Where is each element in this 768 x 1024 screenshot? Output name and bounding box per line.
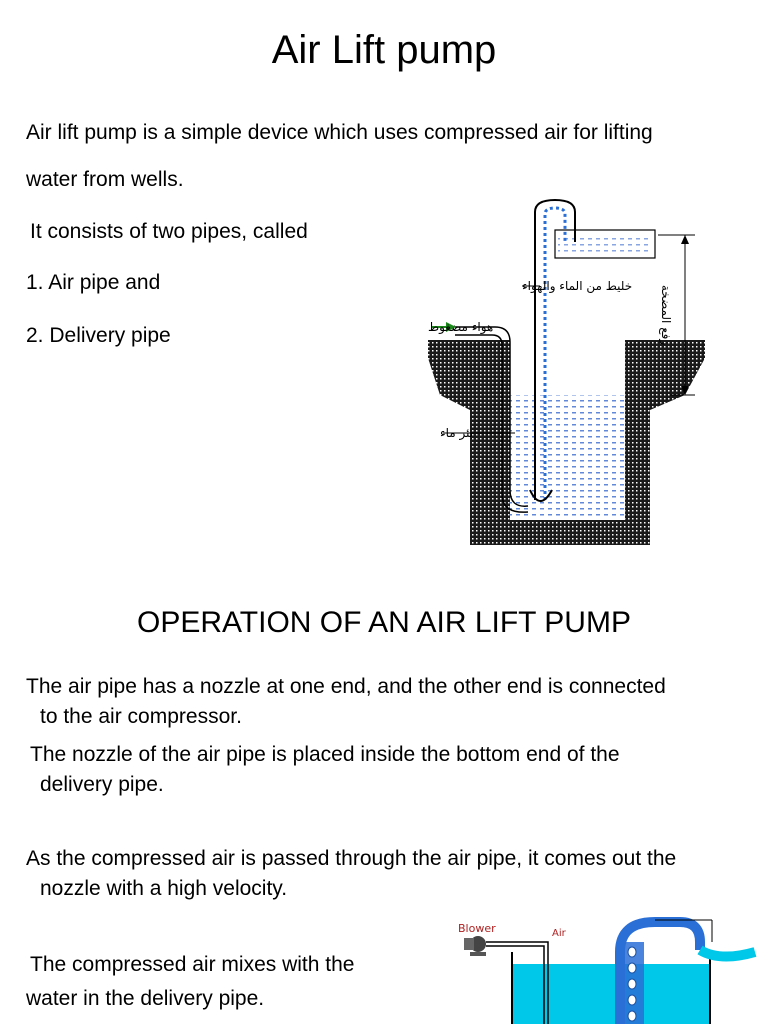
air-lift-diagram	[340, 190, 710, 560]
operation-p1-line2: to the air compressor.	[40, 705, 242, 728]
label-blower: Blower	[458, 922, 496, 935]
operation-p3-line2: nozzle with a high velocity.	[40, 877, 288, 900]
operation-p3-line1: As the compressed air is passed through the air pipe, it comes out the	[26, 847, 677, 870]
intro-line-2: water from wells.	[26, 168, 184, 191]
label-air: Air	[552, 928, 566, 939]
operation-heading: OPERATION OF AN AIR LIFT PUMP	[137, 606, 631, 639]
consists-text: It consists of two pipes, called	[30, 220, 308, 243]
operation-p1-line1: The air pipe has a nozzle at one end, and the other end is connected	[26, 675, 666, 698]
operation-p2-line2: delivery pipe.	[40, 773, 164, 796]
page-title: Air Lift pump	[271, 28, 497, 72]
intro-line-1: Air lift pump is a simple device which uses compressed air for lifting	[26, 121, 653, 144]
label-lift: رفع المضخة	[659, 284, 673, 346]
list-item-delivery-pipe: 2. Delivery pipe	[26, 324, 171, 347]
operation-p2-line1: The nozzle of the air pipe is placed inside the bottom end of the	[30, 743, 620, 766]
operation-p4-line2: water in the delivery pipe.	[26, 987, 265, 1010]
operation-p4-line1: The compressed air mixes with the	[30, 953, 355, 976]
list-item-air-pipe: 1. Air pipe and	[26, 271, 161, 294]
well-water	[510, 395, 625, 520]
water-tank	[512, 964, 710, 1024]
blower-diagram	[450, 912, 768, 1024]
outflow-stream	[700, 950, 755, 957]
label-mixture: خليط من الماء والهواء	[522, 279, 633, 293]
label-compressed-air: هواء مضغوط	[428, 320, 494, 334]
label-well: بئر ماء	[440, 426, 474, 440]
